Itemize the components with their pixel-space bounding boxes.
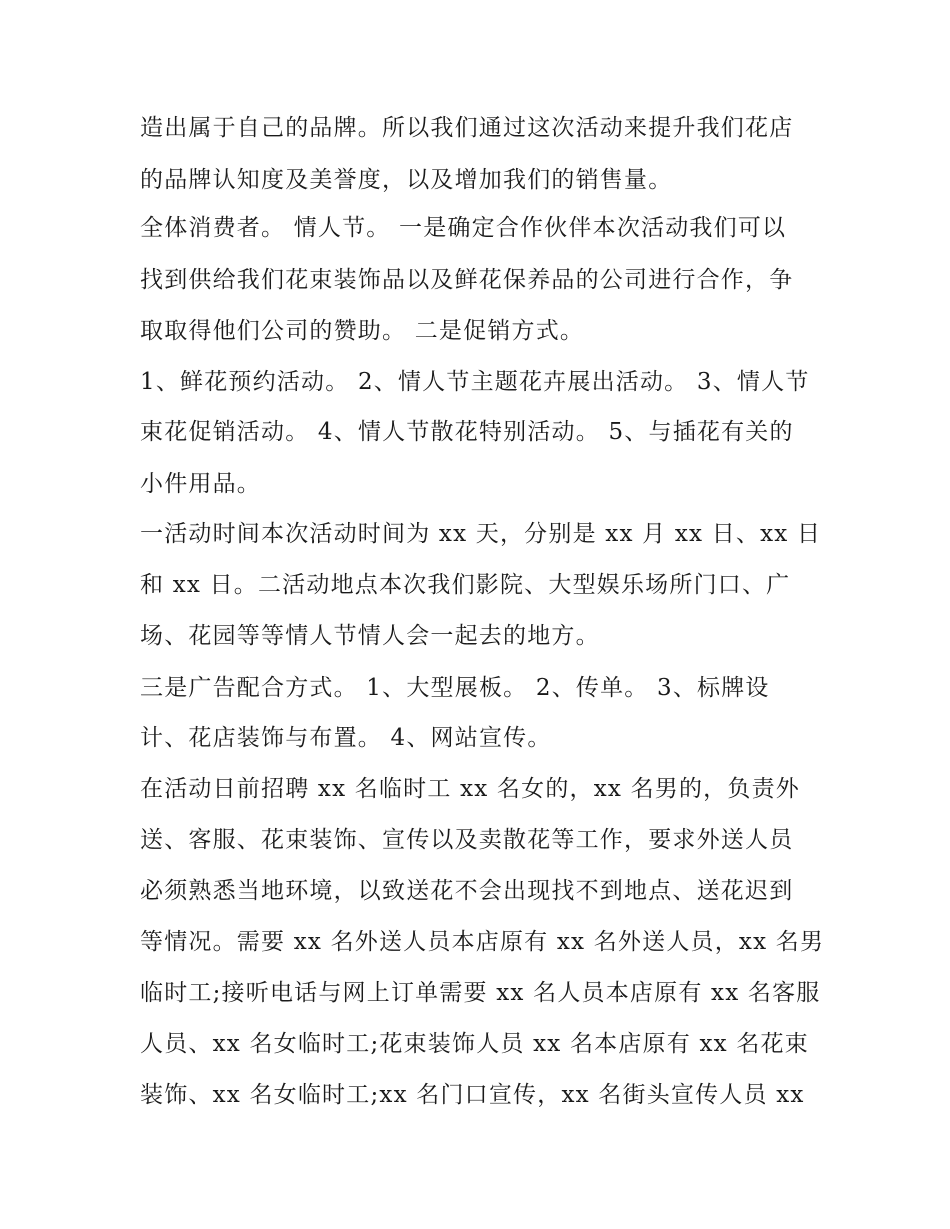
text-line: 计、花店装饰与布置。 4、网站宣传。: [140, 725, 552, 751]
text-line: 装饰、xx 名女临时工;xx 名门口宣传，xx 名街头宣传人员 xx: [140, 1082, 805, 1108]
text-line: 必须熟悉当地环境，以致送花不会出现找不到地点、送花迟到: [140, 878, 794, 904]
text-line: 三是广告配合方式。 1、大型展板。 2、传单。 3、标牌设: [140, 675, 770, 701]
text-line: 全体消费者。 情人节。 一是确定合作伙伴本次活动我们可以: [140, 215, 787, 241]
text-line: 一活动时间本次活动时间为 xx 天，分别是 xx 月 xx 日、xx 日: [140, 521, 822, 547]
text-line: 小件用品。: [140, 471, 261, 497]
text-line: 场、花园等等情人节情人会一起去的地方。: [140, 623, 600, 649]
text-line: 取取得他们公司的赞助。 二是促销方式。: [140, 318, 585, 344]
text-line: 送、客服、花束装饰、宣传以及卖散花等工作，要求外送人员: [140, 827, 794, 853]
text-line: 找到供给我们花束装饰品以及鲜花保养品的公司进行合作，争: [140, 267, 794, 293]
text-line: 造出属于自己的品牌。所以我们通过这次活动来提升我们花店: [140, 115, 794, 141]
text-line: 和 xx 日。二活动地点本次我们影院、大型娱乐场所门口、广: [140, 572, 791, 598]
text-line: 1、鲜花预约活动。 2、情人节主题花卉展出活动。 3、情人节: [140, 369, 810, 395]
text-line: 人员、xx 名女临时工;花束装饰人员 xx 名本店原有 xx 名花束: [140, 1031, 809, 1057]
text-line: 等情况。需要 xx 名外送人员本店原有 xx 名外送人员，xx 名男: [140, 929, 825, 955]
text-line: 在活动日前招聘 xx 名临时工 xx 名女的，xx 名男的，负责外: [140, 776, 800, 802]
text-line: 束花促销活动。 4、情人节散花特别活动。 5、与插花有关的: [140, 419, 794, 445]
text-line: 的品牌认知度及美誉度，以及增加我们的销售量。: [140, 167, 673, 193]
text-line: 临时工;接听电话与网上订单需要 xx 名人员本店原有 xx 名客服: [140, 980, 821, 1006]
